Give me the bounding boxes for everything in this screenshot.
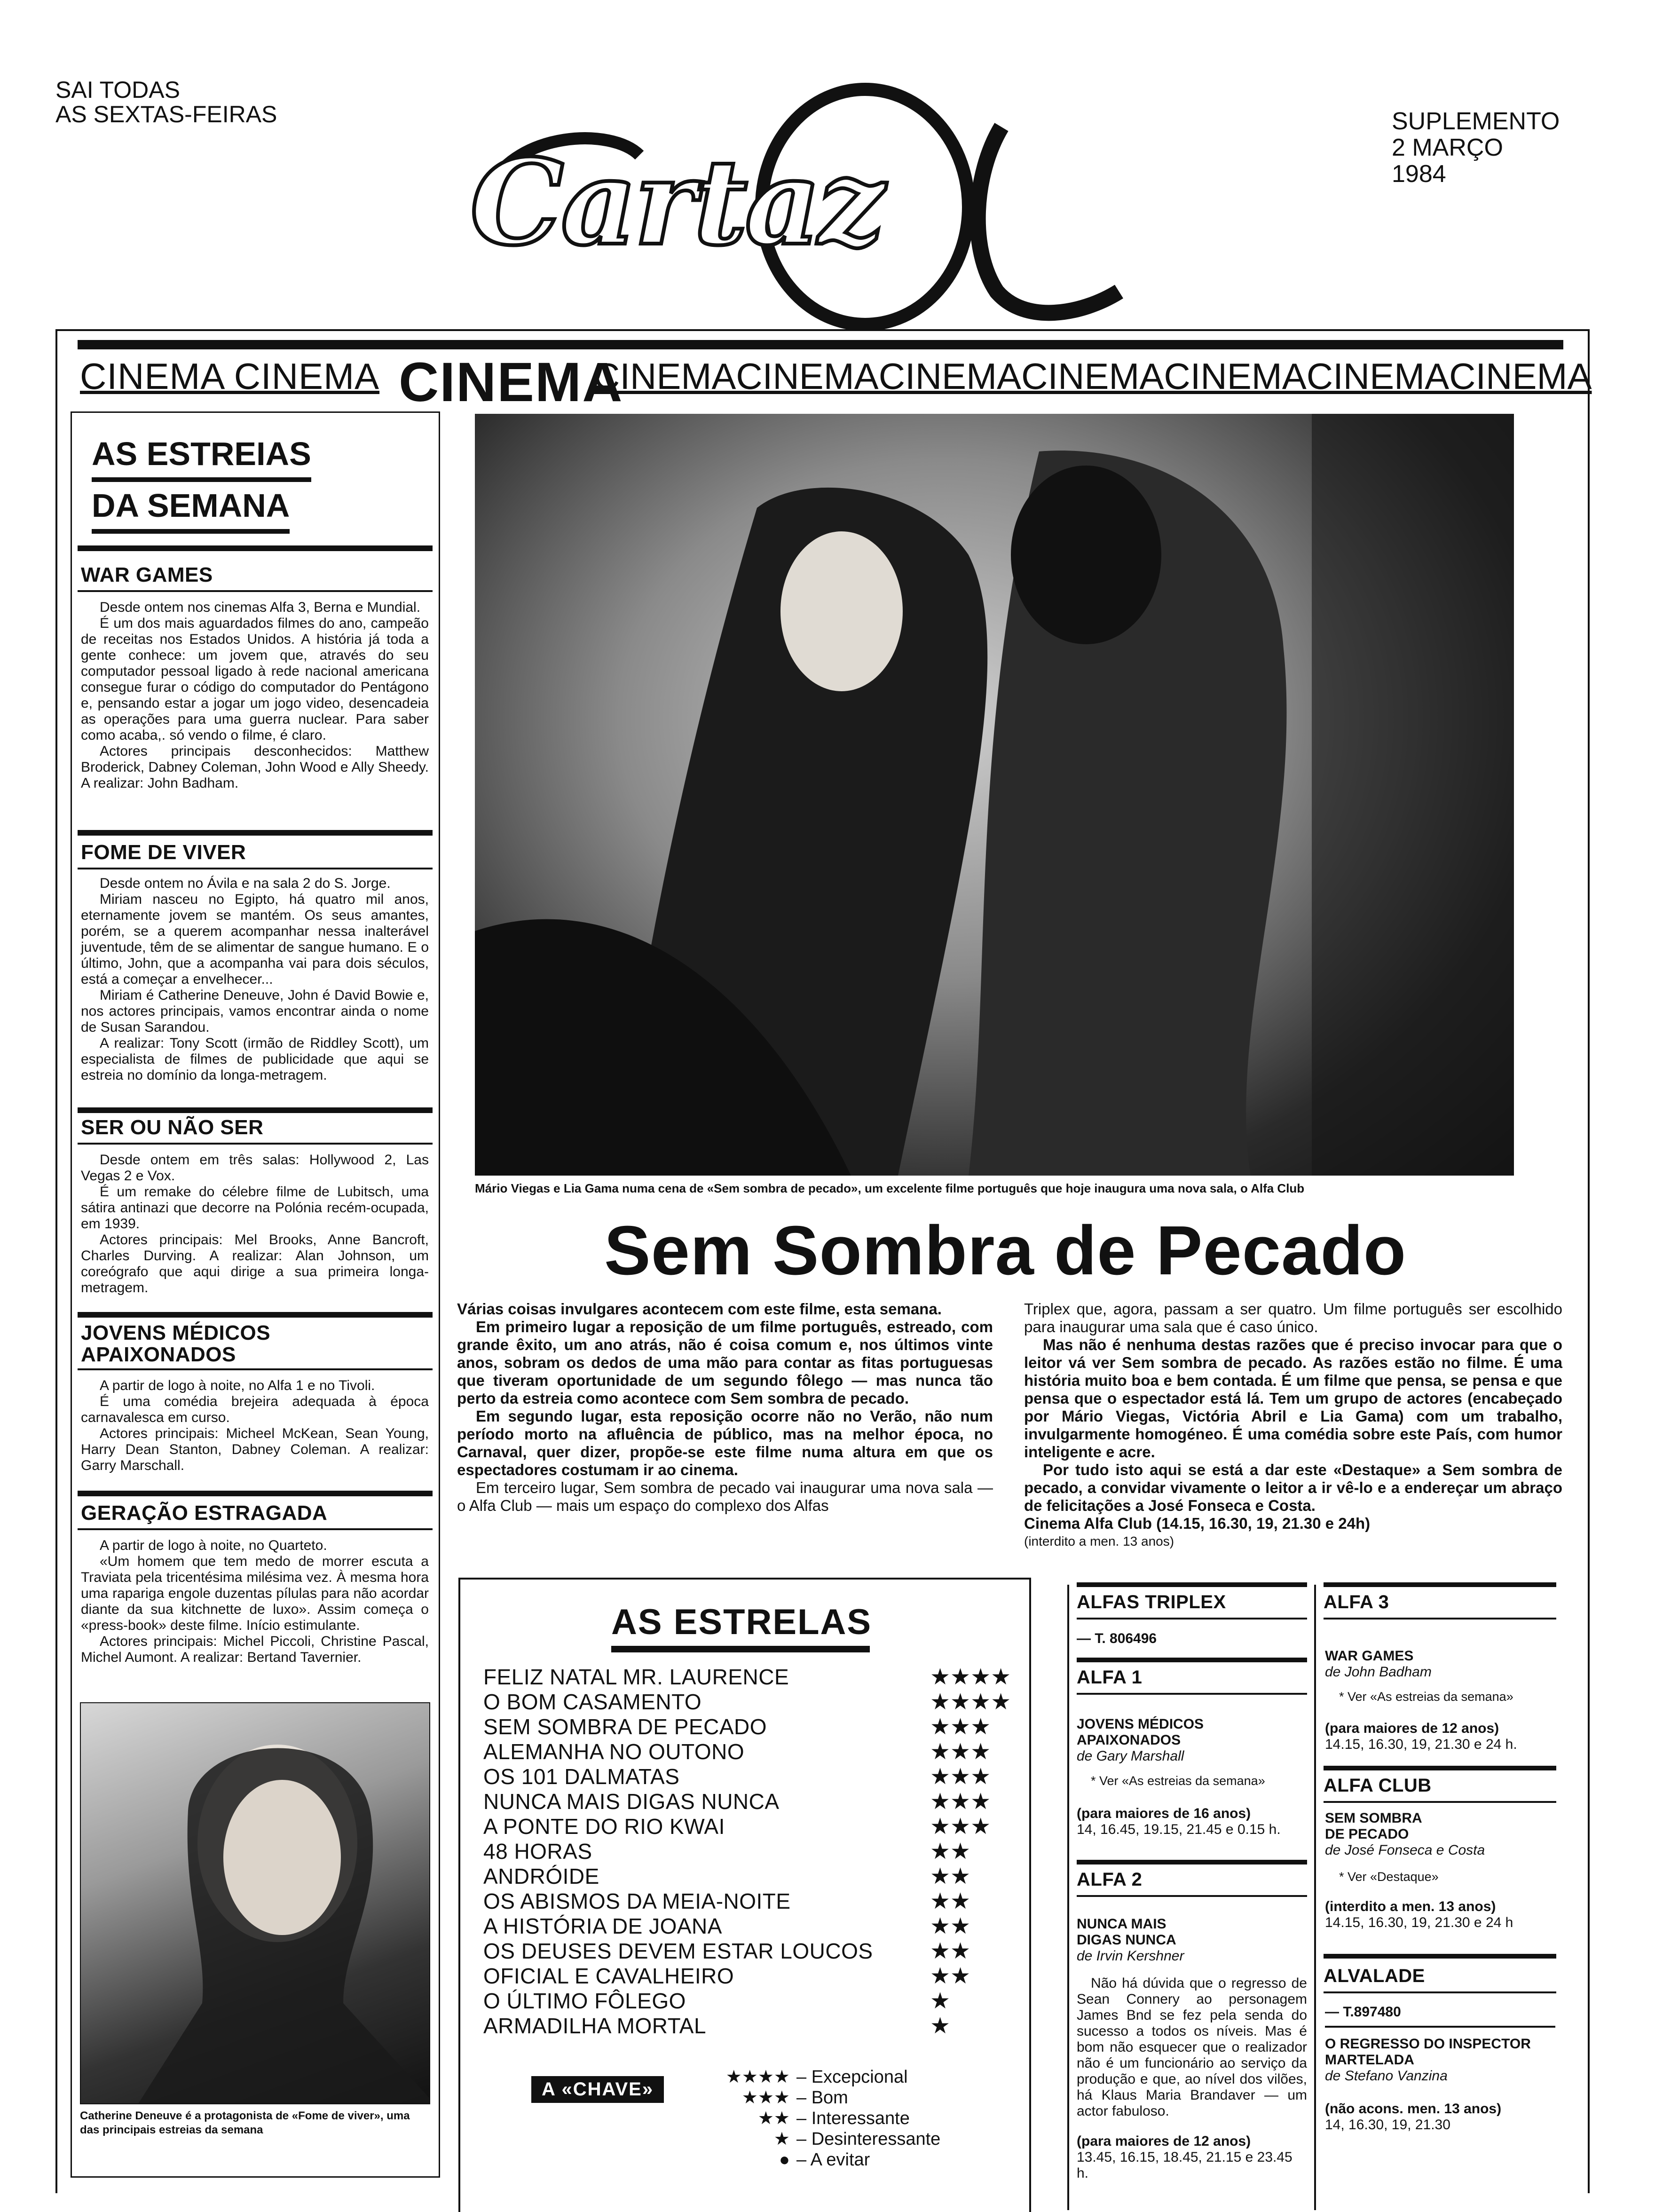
film-title: JOVENS MÉDICOS: [1077, 1716, 1204, 1732]
deneuve-photo-caption: Catherine Deneuve é a protagonista de «Fome de viver», uma das principais estreias da semana: [80, 2109, 410, 2136]
divider: [1077, 1860, 1307, 1864]
film-age-rating: (não acons. men. 13 anos): [1325, 2101, 1502, 2117]
film-reference: * Ver «As estreias da semana»: [1091, 1774, 1265, 1788]
star-rating: ★★★: [930, 1739, 991, 1764]
film-paragraph: Miriam nasceu no Egipto, há quatro mil anos, eternamente jovem se mantém. Os seus amantes, porém, se a querem acompanhar nessa inalterável juventude, têm de se alimentar de sangue humano. E o último, John, que a acompanha vai para dois séculos, está a começar a envelhecer...: [81, 892, 429, 987]
key-symbol: ★★: [757, 2109, 790, 2128]
divider: [1324, 1991, 1556, 1993]
estrelas-list: [483, 1665, 1024, 2038]
film-times: 14.15, 16.30, 19, 21.30 e 24 h: [1325, 1915, 1513, 1930]
star-rating: ★★★★: [930, 1665, 1011, 1690]
divider: [78, 1368, 433, 1370]
key-label: A «CHAVE»: [531, 2076, 664, 2103]
star-rating: ★★: [930, 1939, 971, 1964]
estreias-title-line1: AS ESTREIAS: [92, 430, 311, 482]
cinema-alfa2-listing: [1077, 1916, 1307, 2181]
film-paragraph: Desde ontem em três salas: Hollywood 2, Las Vegas 2 e Vox.: [81, 1152, 429, 1184]
divider: [78, 1107, 433, 1113]
feature-paragraph: Em terceiro lugar, Sem sombra de pecado vai inaugurar uma nova sala — o Alfa Club — mais um espaço do complexo dos Alfas: [457, 1479, 993, 1514]
key-item: [696, 2129, 1001, 2149]
key-symbol: ★★★★: [725, 2067, 790, 2087]
key-symbol: ★★★: [741, 2088, 790, 2108]
feature-paragraph: Por tudo isto aqui se está a dar este «Destaque» a Sem sombra de pecado, a convidar vivamente o leitor a ir vê-lo e a endereçar um abraço de felicitações a José Fonseca e Costa.: [1024, 1461, 1562, 1514]
film-paragraph: Actores principais: Michel Piccoli, Christine Pascal, Michel Aumont. A realizar: Bertand Tavernier.: [81, 1634, 429, 1665]
star-rating: ★★★: [930, 1814, 991, 1839]
film-text: [81, 1152, 429, 1296]
header-left-line1: SAI TODAS: [55, 77, 180, 103]
star-film-title: SEM SOMBRA DE PECADO: [483, 1714, 767, 1739]
list-item: [483, 1789, 1024, 1814]
star-film-title: O ÚLTIMO FÔLEGO: [483, 1989, 686, 2013]
key-item: [696, 2149, 1001, 2170]
estrelas-title-rule: [611, 1646, 870, 1652]
list-item: [483, 1989, 1024, 2014]
feature-col2: [1024, 1300, 1562, 1550]
film-title: WAR GAMES: [1325, 1648, 1414, 1664]
film-age-rating: (para maiores de 16 anos): [1077, 1806, 1251, 1821]
header-right: [1392, 108, 1560, 187]
film-paragraph: Desde ontem no Ávila e na sala 2 do S. Jorge.: [100, 876, 391, 891]
key-meaning: – Excepcional: [796, 2067, 908, 2087]
divider: [1077, 1895, 1307, 1897]
film-title: MARTELADA: [1325, 2052, 1414, 2068]
cinema-alfa3: ALFA 3: [1324, 1592, 1389, 1612]
cinema-alfa1: ALFA 1: [1077, 1667, 1143, 1688]
film-title: DE PECADO: [1325, 1826, 1409, 1842]
divider: [1077, 1693, 1307, 1695]
star-film-title: A HISTÓRIA DE JOANA: [483, 1914, 722, 1938]
cinema-alfa-club: ALFA CLUB: [1324, 1775, 1432, 1796]
star-rating: ★★: [930, 1864, 971, 1889]
masthead-logo: [461, 71, 1166, 334]
feature-headline: Sem Sombra de Pecado: [604, 1212, 1407, 1289]
divider: [1324, 1618, 1556, 1620]
feature-paragraph: Várias coisas invulgares acontecem com este filme, esta semana.: [457, 1300, 942, 1318]
header-date: 2 MARÇO: [1392, 134, 1503, 161]
star-rating: ★★★: [930, 1764, 991, 1789]
column-divider: [1314, 1585, 1316, 2210]
film-title: SEM SOMBRA: [1325, 1810, 1422, 1826]
film-title: NUNCA MAIS: [1077, 1916, 1166, 1932]
star-film-title: A PONTE DO RIO KWAI: [483, 1814, 725, 1839]
star-film-title: ANDRÓIDE: [483, 1864, 599, 1888]
film-paragraph: «Um homem que tem medo de morrer escuta a Traviata pela tricentésima milésima vez. À mesma hora uma rapariga engole duzentas pílulas para não acordar diante da sua kitchnette de luxo». Assim começa o «press-book» deste filme. Início estimulante.: [81, 1554, 429, 1633]
main-photo-caption: Mário Viegas e Lia Gama numa cena de «Sem sombra de pecado», um excelente filme português que hoje inaugura uma nova sala, o Alfa Club: [475, 1181, 1305, 1195]
star-rating: ★: [930, 1989, 951, 2014]
film-paragraph: A partir de logo à noite, no Alfa 1 e no Tivoli.: [100, 1378, 375, 1393]
divider: [1077, 1618, 1307, 1620]
film-description: Não há dúvida que o regresso de Sean Connery ao personagem James Bnd se fez pela senda do sucesso a todos os níveis. Mas é bom não esquecer que o realizador não é um funcionário ao serviço da produção e que, ao nível dos vilões, há Klaus Maria Brandaver — um actor fabuloso.: [1077, 1975, 1307, 2119]
divider: [1325, 2026, 1555, 2028]
film-director: de José Fonseca e Costa: [1325, 1842, 1485, 1858]
film-age-rating: (para maiores de 12 anos): [1077, 2133, 1251, 2149]
star-film-title: FELIZ NATAL MR. LAURENCE: [483, 1665, 789, 1689]
key-meaning: – Desinteressante: [796, 2129, 941, 2149]
divider: [78, 830, 433, 836]
feature-cinema-line: Cinema Alfa Club (14.15, 16.30, 19, 21.30 e 24h): [1024, 1515, 1371, 1532]
list-item: [483, 1739, 1024, 1764]
star-rating: ★★: [930, 1889, 971, 1914]
feature-restriction: (interdito a men. 13 anos): [1024, 1534, 1174, 1548]
star-film-title: ARMADILHA MORTAL: [483, 2014, 707, 2038]
key-meaning: – Interessante: [796, 2109, 910, 2128]
list-item: [483, 1814, 1024, 1839]
key-meaning: – A evitar: [796, 2150, 870, 2170]
cinema-alvalade-listing: [1325, 2004, 1555, 2133]
star-rating: ★★★: [930, 1789, 991, 1814]
film-director: de John Badham: [1325, 1664, 1432, 1680]
film-paragraph: Actores principais: Mel Brooks, Anne Bancroft, Charles Durving. A realizar: Alan Johnson, um coreógrafo que aqui dirige a sua primeira longa-metragem.: [81, 1232, 429, 1296]
list-item: [483, 1889, 1024, 1914]
film-title: GERAÇÃO ESTRAGADA: [81, 1501, 328, 1525]
cinema-alfa1-listing: [1077, 1716, 1307, 1838]
film-title: JOVENS MÉDICOS APAIXONADOS: [81, 1321, 271, 1366]
divider: [78, 1491, 433, 1496]
film-paragraph: É um remake do célebre filme de Lubitsch, uma sátira antinazi que decorre na Polónia recém-ocupada, em 1939.: [81, 1184, 429, 1232]
header-left-line2: AS SEXTAS-FEIRAS: [55, 101, 277, 127]
divider: [78, 1143, 433, 1145]
film-paragraph: A partir de logo à noite, no Quarteto.: [100, 1538, 327, 1553]
film-times: 14.15, 16.30, 19, 21.30 e 24 h.: [1325, 1737, 1517, 1752]
star-film-title: O BOM CASAMENTO: [483, 1690, 702, 1714]
star-rating: ★★★★: [930, 1690, 1011, 1714]
list-item: [483, 1690, 1024, 1714]
film-title: SER OU NÃO SER: [81, 1116, 264, 1139]
film-director: de Stefano Vanzina: [1325, 2068, 1448, 2084]
film-paragraph: Miriam é Catherine Deneuve, John é David Bowie e, nos actores principais, vamos encontrar ainda o nome de Susan Sarandou.: [81, 988, 429, 1035]
star-rating: ★★: [930, 1914, 971, 1939]
feature-paragraph: Triplex que, agora, passam a ser quatro. Um filme português ser escolhido para inaugurar uma sala que é caso único.: [1024, 1300, 1562, 1335]
section-small-label: CINEMA CINEMA: [80, 356, 380, 397]
estreias-title: [92, 430, 311, 534]
divider: [1077, 1658, 1307, 1662]
feature-paragraph: Em segundo lugar, esta reposição ocorre não no Verão, não num período morto na afluência de público, mas na melhor época, no Carnaval, quer dizer, propõe-se este filme numa altura em que os espectadores costumam ir ao cinema.: [457, 1407, 993, 1478]
film-paragraph: É um dos mais aguardados filmes do ano, campeão de receitas nos Estados Unidos. A história já toda a gente conhece: um jovem que, através do seu computador pessoal ligado à rede nacional americana consegue furar o código do computador do Pentágono e, pensando estar a jogar um jogo video, desencadeia as operações para uma guerra nuclear. Para saber como acaba,. só vendo o filme, é claro.: [81, 616, 429, 743]
film-title: FOME DE VIVER: [81, 841, 246, 864]
film-title: DIGAS NUNCA: [1077, 1932, 1176, 1948]
main-photo: [475, 414, 1514, 1176]
feature-paragraph: Em primeiro lugar a reposição de um filme português, estreado, com grande êxito, um ano atrás, não é coisa comum e, nos últimos vinte anos, sobram os dedos de uma mão para contar as fitas portuguesas que tiveram oportunidade de um segundo fôlego — mas nunca tão perto da estreia como acontece com Sem sombra de pecado.: [457, 1318, 993, 1407]
film-times: 14, 16.30, 19, 21.30: [1325, 2117, 1450, 2133]
main-photo-graphic: [475, 414, 1514, 1176]
list-item: [483, 1714, 1024, 1739]
star-film-title: OS 101 DALMATAS: [483, 1764, 680, 1789]
cinema-alfa-club-listing: [1325, 1810, 1555, 1931]
star-rating: ★★★: [930, 1714, 991, 1739]
film-paragraph: É uma comédia brejeira adequada à época carnavalesca em curso.: [81, 1394, 429, 1425]
estrelas-title: AS ESTRELAS: [611, 1602, 872, 1642]
key-symbol: ●: [779, 2150, 790, 2170]
cinema-alfas-triplex: ALFAS TRIPLEX: [1077, 1592, 1226, 1612]
film-text: [81, 876, 429, 1083]
feature-paragraph: Mas não é nenhuma destas razões que é preciso invocar para que o leitor vá ver Sem sombra de pecado. As razões estão no filme. É uma história muito boa e bem contada. É um filme que pensa, se pensa e que pensa que o espectador está lá. Tem um grupo de actores (encabeçado por Mário Viegas, Victória Abril e Lia Gama) com um trabalho, invulgarmente homogéneo. É uma comédia sobre este País, com humor inteligente e acre.: [1024, 1336, 1562, 1461]
key-item: [696, 2067, 1001, 2087]
header-year: 1984: [1392, 160, 1446, 188]
star-film-title: OS DEUSES DEVEM ESTAR LOUCOS: [483, 1939, 873, 1963]
cinema-alvalade: ALVALADE: [1324, 1966, 1425, 1986]
star-film-title: NUNCA MAIS DIGAS NUNCA: [483, 1789, 780, 1814]
film-paragraph: Desde ontem nos cinemas Alfa 3, Berna e Mundial.: [100, 600, 421, 615]
list-item: [483, 1914, 1024, 1939]
film-times: 14, 16.45, 19.15, 21.45 e 0.15 h.: [1077, 1822, 1281, 1837]
film-text: [81, 600, 429, 791]
estreias-title-line2: DA SEMANA: [92, 482, 290, 534]
key-item: [696, 2087, 1001, 2108]
divider: [1324, 1954, 1556, 1959]
deneuve-photo: [80, 1702, 430, 2104]
key-meaning: – Bom: [796, 2088, 848, 2108]
film-times: 13.45, 16.15, 18.45, 21.15 e 23.45 h.: [1077, 2149, 1292, 2181]
star-film-title: OFICIAL E CAVALHEIRO: [483, 1964, 734, 1988]
divider: [78, 868, 433, 869]
divider: [1077, 1582, 1307, 1587]
star-film-title: 48 HORAS: [483, 1839, 592, 1864]
star-rating: ★★: [930, 1964, 971, 1989]
list-item: [483, 1839, 1024, 1864]
film-age-rating: (interdito a men. 13 anos): [1325, 1899, 1496, 1914]
list-item: [483, 1764, 1024, 1789]
cinema-phone: — T. 806496: [1077, 1631, 1157, 1646]
star-film-title: ALEMANHA NO OUTONO: [483, 1739, 745, 1764]
film-director: de Irvin Kershner: [1077, 1948, 1184, 1964]
top-rule: [78, 340, 1563, 349]
film-paragraph: Actores principais: Micheel McKean, Sean Young, Harry Dean Stanton, Dabney Coleman. A realizar: Garry Marschall.: [81, 1426, 429, 1473]
estreias-rule: [78, 545, 433, 551]
film-paragraph: A realizar: Tony Scott (irmão de Riddley Scott), um especialista de filmes de publicidade que aqui se estreia no domínio da longa-metragem.: [81, 1035, 429, 1083]
divider: [78, 1528, 433, 1530]
star-rating: ★★: [930, 1839, 971, 1864]
divider: [78, 590, 433, 592]
key-list: [696, 2067, 1001, 2170]
feature-col1: [457, 1300, 993, 1515]
list-item: [483, 1864, 1024, 1889]
star-film-title: OS ABISMOS DA MEIA-NOITE: [483, 1889, 791, 1913]
key-item: [696, 2108, 1001, 2129]
cinema-alfa2: ALFA 2: [1077, 1869, 1143, 1890]
divider: [1324, 1766, 1556, 1770]
film-title: WAR GAMES: [81, 563, 213, 586]
film-title: O REGRESSO DO INSPECTOR: [1325, 2036, 1531, 2052]
list-item: [483, 1964, 1024, 1989]
film-age-rating: (para maiores de 12 anos): [1325, 1721, 1499, 1736]
cinema-alfa3-listing: [1325, 1648, 1555, 1753]
film-text: [81, 1378, 429, 1474]
film-text: [81, 1538, 429, 1666]
film-title: APAIXONADOS: [1077, 1732, 1181, 1748]
star-rating: ★: [930, 2014, 951, 2038]
list-item: [483, 1665, 1024, 1690]
film-reference: * Ver «Destaque»: [1339, 1870, 1439, 1884]
list-item: [483, 2014, 1024, 2038]
section-repeat-label: CINEMACINEMACINEMACINEMACINEMACINEMACINEMA: [593, 356, 1592, 397]
header-left: [55, 78, 277, 126]
section-big-label: CINEMA: [399, 351, 623, 413]
list-item: [483, 1939, 1024, 1964]
divider: [1324, 1582, 1556, 1587]
divider: [78, 1312, 433, 1318]
logo-text: Cartaz: [470, 133, 883, 271]
deneuve-photo-graphic: [80, 1702, 430, 2104]
cinema-phone: — T.897480: [1325, 2004, 1401, 2020]
divider: [1324, 1801, 1556, 1803]
key-symbol: ★: [773, 2129, 790, 2149]
film-director: de Gary Marshall: [1077, 1748, 1184, 1764]
film-reference: * Ver «As estreias da semana»: [1339, 1690, 1513, 1704]
film-paragraph: Actores principais desconhecidos: Matthew Broderick, Dabney Coleman, John Wood e Ally Sheedy. A realizar: John Badham.: [81, 743, 429, 791]
header-supplement: SUPLEMENTO: [1392, 108, 1560, 135]
